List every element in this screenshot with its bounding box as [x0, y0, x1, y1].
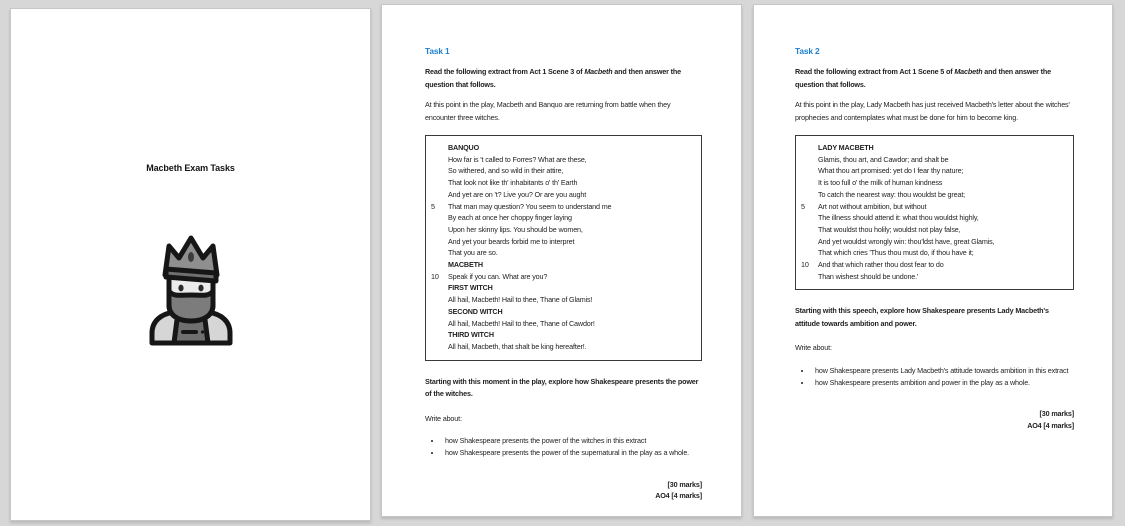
extract-row	[426, 329, 695, 341]
extract-line-text: By each at once her choppy finger laying	[448, 213, 572, 223]
line-number	[426, 341, 448, 353]
extract-line-text: And that which rather thou dost fear to do	[818, 260, 944, 270]
extract-row	[796, 201, 1067, 213]
extract-row	[426, 142, 695, 154]
task2-heading: Task 2	[795, 46, 820, 56]
line-number: 10	[801, 260, 809, 270]
extract-row	[796, 165, 1067, 177]
extract-row	[426, 236, 695, 248]
extract-row	[426, 259, 695, 271]
extract-row	[796, 212, 1067, 224]
task1-write-about: Write about:	[425, 413, 462, 423]
extract-row	[796, 142, 1067, 154]
extract-line-text: Than wishest should be undone.'	[818, 271, 919, 281]
marks-ao4: AO4 [4 marks]	[1027, 421, 1074, 431]
extract-line-text: All hail, Macbeth! Hail to thee, Thane of Cawdor!	[448, 318, 595, 328]
line-number	[796, 189, 818, 201]
task2-extract-box	[795, 135, 1074, 290]
line-number	[426, 259, 448, 271]
line-number	[796, 154, 818, 166]
extract-line-text: All hail, Macbeth! Hail to thee, Thane of Glamis!	[448, 295, 593, 305]
extract-line-text: All hail, Macbeth, that shalt be king hereafter!.	[448, 341, 587, 351]
extract-row	[426, 201, 695, 213]
task2-intro-pre: Read the following extract from Act 1 Scene 5 of	[795, 67, 955, 76]
bullet-item: • how Shakespeare presents Lady Macbeth's attitude towards ambition in this extract	[812, 365, 1074, 377]
extract-line-text: That which cries 'Thus thou must do, if thou have it;	[818, 248, 974, 258]
line-number	[796, 165, 818, 177]
line-number	[426, 224, 448, 236]
extract-row	[426, 189, 695, 201]
extract-row	[796, 224, 1067, 236]
extract-line-text: So withered, and so wild in their attire,	[448, 166, 564, 176]
line-number	[426, 154, 448, 166]
line-number	[796, 142, 818, 154]
line-number	[796, 247, 818, 259]
task1-marks	[425, 479, 702, 502]
line-number	[426, 177, 448, 189]
extract-row	[426, 165, 695, 177]
line-number	[426, 212, 448, 224]
extract-line-text: And yet your beards forbid me to interpret	[448, 236, 575, 246]
task2-marks	[795, 408, 1074, 431]
line-number	[426, 318, 448, 330]
line-number	[426, 329, 448, 341]
extract-line-text: That you are so.	[448, 248, 498, 258]
extract-line-text: Upon her skinny lips. You should be women,	[448, 224, 583, 234]
extract-row	[796, 154, 1067, 166]
extract-row	[426, 294, 695, 306]
line-number	[426, 306, 448, 318]
extract-row	[426, 271, 695, 283]
extract-line-text: LADY MACBETH	[818, 143, 874, 152]
line-number: 5	[431, 201, 435, 211]
document-title: Macbeth Exam Tasks	[146, 163, 235, 173]
task1-intro-post: and then answer the question that follows.	[425, 67, 681, 89]
extract-row	[426, 247, 695, 259]
extract-line-text: It is too full o' the milk of human kindness	[818, 178, 943, 188]
task1-bullet-list	[425, 435, 702, 458]
line-number	[796, 236, 818, 248]
line-number	[426, 189, 448, 201]
line-number	[796, 224, 818, 236]
bullet-item: • how Shakespeare presents the power of the supernatural in the play as a whole.	[442, 447, 702, 459]
extract-line-text: That look not like th' inhabitants o' th' Earth	[448, 178, 578, 188]
task1-intro	[425, 66, 702, 91]
extract-row	[796, 236, 1067, 248]
extract-line-text: FIRST WITCH	[448, 283, 493, 293]
line-number	[426, 165, 448, 177]
line-number	[796, 177, 818, 189]
marks-total: [30 marks]	[1039, 409, 1074, 419]
extract-row	[796, 271, 1067, 283]
line-number: 5	[801, 201, 805, 211]
extract-line-text: BANQUO	[448, 143, 480, 152]
extract-line-text: What thou art promised: yet do I fear thy nature;	[818, 166, 964, 176]
extract-row	[796, 177, 1067, 189]
task1-heading: Task 1	[425, 46, 450, 56]
task2-context: At this point in the play, Lady Macbeth has just received Macbeth's letter about the witches' prophecies and contemplates what must be done for him to become king.	[795, 100, 1070, 122]
line-number	[426, 142, 448, 154]
task2-intro	[795, 66, 1074, 91]
bullet-item: • how Shakespeare presents the power of the witches in this extract	[442, 435, 702, 447]
extract-row	[426, 177, 695, 189]
extract-line-text: Speak if you can. What are you?	[448, 271, 548, 281]
task1-intro-pre: Read the following extract from Act 1 Scene 3 of	[425, 67, 585, 76]
extract-row	[796, 259, 1067, 271]
line-number	[796, 212, 818, 224]
extract-row	[796, 189, 1067, 201]
extract-line-text: Art not without ambition, but without	[818, 201, 927, 211]
extract-line-text: That man may question? You seem to understand me	[448, 201, 612, 211]
extract-row	[426, 154, 695, 166]
task2-intro-title: Macbeth	[954, 67, 983, 76]
task2-page[interactable]	[753, 4, 1113, 517]
line-number	[426, 247, 448, 259]
extract-line-text: How far is 't called to Forres? What are these,	[448, 154, 587, 164]
king-icon	[147, 229, 235, 347]
bullet-item: • how Shakespeare presents ambition and power in the play as a whole.	[812, 377, 1074, 389]
cover-content	[11, 9, 370, 520]
extract-line-text: Glamis, thou art, and Cawdor; and shalt be	[818, 154, 949, 164]
task1-extract-box	[425, 135, 702, 361]
task1-page[interactable]	[381, 4, 742, 517]
task1-intro-title: Macbeth	[584, 67, 613, 76]
extract-row	[426, 306, 695, 318]
extract-line-text: The illness should attend it: what thou wouldst highly,	[818, 213, 979, 223]
task2-question: Starting with this speech, explore how Shakespeare presents Lady Macbeth's attitude towards ambition and power.	[795, 306, 1049, 328]
extract-row	[426, 224, 695, 236]
task1-question: Starting with this moment in the play, explore how Shakespeare presents the power of the witches.	[425, 376, 699, 399]
extract-line-text: That wouldst thou holily; wouldst not play false,	[818, 224, 961, 234]
task2-intro-post: and then answer the question that follows.	[795, 67, 1051, 89]
task2-write-about: Write about:	[795, 343, 832, 353]
extract-row	[426, 341, 695, 353]
line-number	[426, 236, 448, 248]
marks-total: [30 marks]	[667, 479, 702, 489]
extract-line-text: And yet wouldst wrongly win: thou'ldst have, great Glamis,	[818, 236, 995, 246]
extract-line-text: MACBETH	[448, 260, 483, 270]
line-number	[426, 294, 448, 306]
cover-page[interactable]	[10, 8, 371, 521]
line-number: 10	[431, 271, 439, 281]
extract-row	[796, 247, 1067, 259]
extract-line-text: THIRD WITCH	[448, 330, 494, 340]
extract-line-text: And yet are on 't? Live you? Or are you aught	[448, 189, 587, 199]
marks-ao4: AO4 [4 marks]	[655, 491, 702, 501]
extract-row	[426, 318, 695, 330]
task2-bullet-list	[795, 365, 1074, 388]
task1-context: At this point in the play, Macbeth and Banquo are returning from battle when they encounter three witches.	[425, 100, 671, 122]
line-number	[426, 282, 448, 294]
extract-line-text: SECOND WITCH	[448, 306, 503, 316]
extract-row	[426, 212, 695, 224]
task1-content	[382, 5, 741, 502]
task2-content	[754, 5, 1112, 432]
extract-row	[426, 282, 695, 294]
line-number	[796, 271, 818, 283]
extract-line-text: To catch the nearest way: thou wouldst be great;	[818, 189, 966, 199]
